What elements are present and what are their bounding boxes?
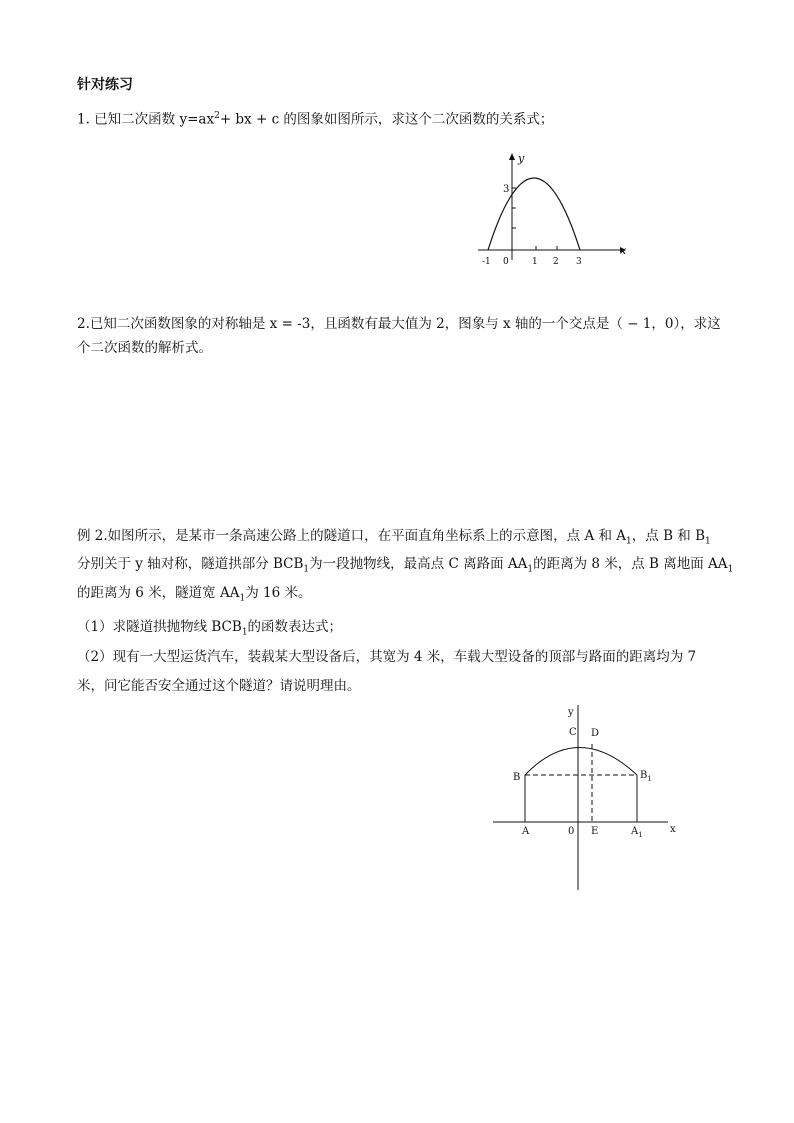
label-D: D	[591, 728, 600, 739]
example-2-part-2-line-2: 米，问它能否安全通过这个隧道？请说明理由。	[77, 678, 361, 694]
figure-1-parabola-graph	[470, 150, 640, 272]
x-tick-label-neg1: -1	[482, 257, 491, 267]
label-A1: $A_1$	[631, 826, 643, 839]
parabola-curve	[488, 178, 580, 250]
example-2-part-2-line-1: （2）现有一大型运货汽车，装载某大型设备后，其宽为 4 米，车载大型设备的顶部与路面的距离均为 7	[77, 649, 697, 665]
x-tick-label-3: 3	[576, 257, 582, 267]
label-C: C	[569, 727, 577, 738]
label-E: E	[591, 826, 599, 837]
question-2-line-1: 2.已知二次函数图象的对称轴是 x = -3，且函数有最大值为 2，图象与 x 轴的一个交点是（ − 1，0），求这	[77, 316, 721, 332]
arch-BCB1	[525, 748, 637, 776]
x-tick-label-1: 1	[532, 257, 538, 267]
x-tick-label-2: 2	[553, 257, 559, 267]
figure-2-tunnel-diagram	[488, 700, 688, 895]
x-tick-label-0: 0	[503, 257, 509, 267]
label-B: B	[513, 772, 521, 783]
label-B1: $B_1$	[640, 770, 652, 783]
section-heading: 针对练习	[77, 77, 133, 93]
label-origin: 0	[568, 826, 575, 837]
y-axis-arrow	[509, 153, 515, 160]
example-2-part-1: （1）求隧道拱抛物线 $BCB_1$的函数表达式；	[77, 619, 343, 638]
y-axis-label: y	[568, 707, 574, 718]
y-tick-label-3: 3	[503, 184, 510, 195]
y-axis-label: y	[518, 152, 525, 165]
example-2-line-2: 分别关于 y 轴对称，隧道拱部分 $BCB_1$为一段抛物线，最高点 C 离路面 $AA_1$的距离为 8 米，点 B 离地面 $AA_1$	[77, 556, 734, 575]
x-axis-label: x	[670, 824, 676, 835]
question-1: 1. 已知二次函数 $y=ax^2+$ bx + c 的图象如图所示，求这个二次函数的关系式；	[77, 111, 554, 128]
question-2-line-2: 个二次函数的解析式。	[77, 340, 212, 356]
label-A: A	[522, 826, 530, 837]
example-2-line-1: 例 2.如图所示，是某市一条高速公路上的隧道口，在平面直角坐标系上的示意图，点 A 和 $A_1$，点 B 和 $B_1$	[77, 528, 711, 547]
example-2-line-3: 的距离为 6 米，隧道宽 $AA_1$为 16 米。	[77, 585, 312, 604]
x-axis-label: x	[620, 244, 627, 257]
